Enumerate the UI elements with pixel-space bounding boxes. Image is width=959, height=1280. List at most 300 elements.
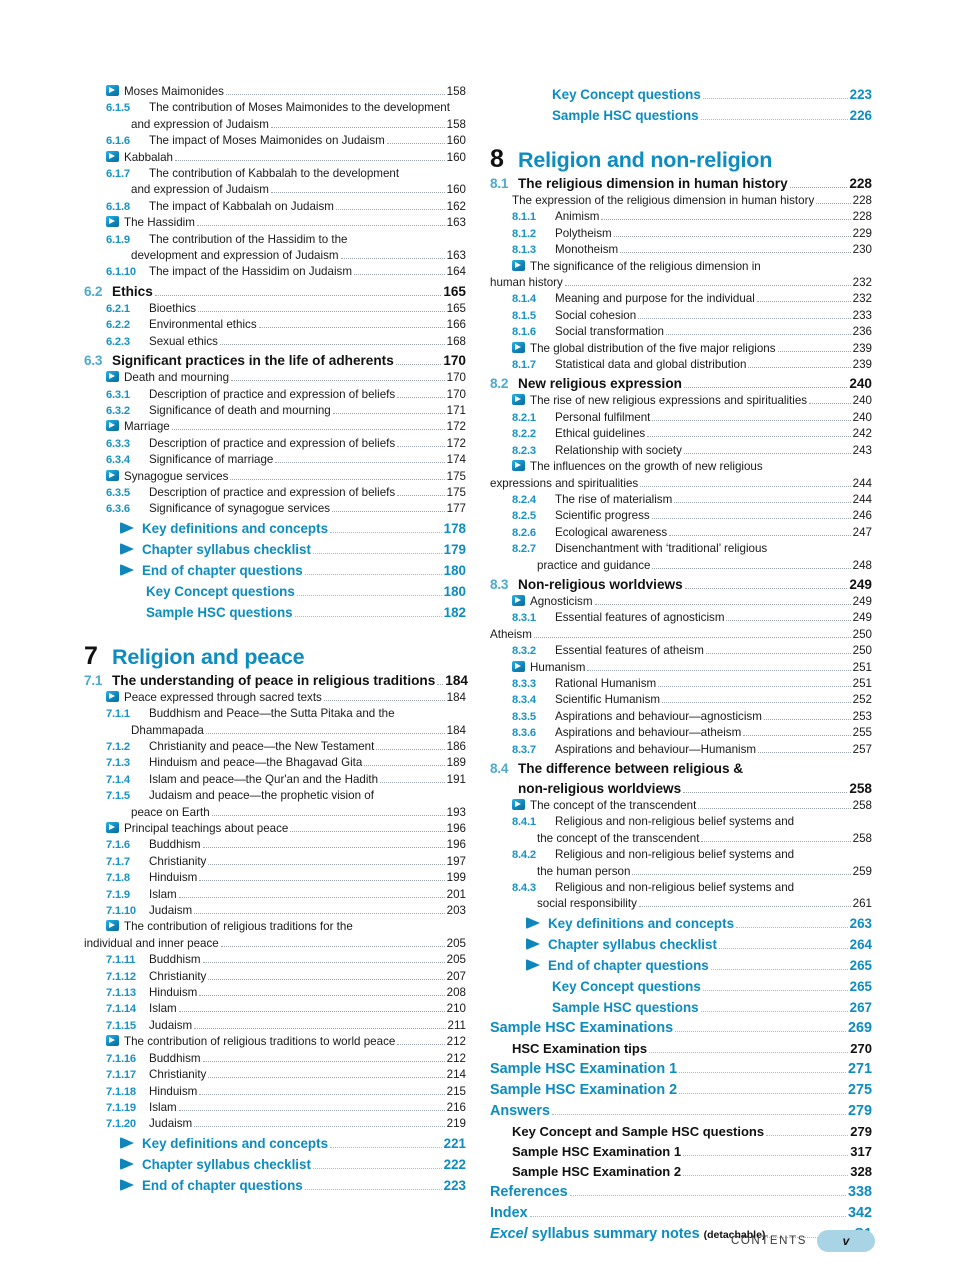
section-entry[interactable] (490, 374, 872, 393)
dot-leader (748, 367, 850, 368)
numbered-entry[interactable] (490, 725, 872, 741)
backmatter-entry[interactable] (490, 1182, 872, 1203)
entry-title: Key definitions and concepts (142, 1135, 329, 1151)
dot-leader (230, 479, 444, 480)
backmatter-sub-entry[interactable] (490, 1122, 872, 1142)
dot-leader (601, 219, 850, 220)
dot-leader (330, 532, 442, 533)
dot-leader (155, 295, 442, 296)
bulleted-entry[interactable] (84, 419, 466, 435)
page-number: 184 (446, 723, 466, 737)
question-entry[interactable] (84, 602, 466, 623)
bulleted-entry[interactable] (84, 1034, 466, 1050)
chapter-title: Religion and peace (112, 644, 305, 669)
bulleted-entry[interactable] (490, 459, 872, 475)
page-number: 182 (443, 604, 466, 620)
bulleted-entry[interactable] (84, 370, 466, 386)
dot-leader (652, 518, 851, 519)
page-number: 163 (446, 249, 466, 263)
dot-leader (595, 604, 851, 605)
subsection-number: 7.1.13 (106, 987, 136, 1000)
numbered-entry[interactable] (84, 1116, 466, 1132)
numbered-entry[interactable] (84, 1067, 466, 1083)
solid-arrow-bullet-icon (120, 1137, 135, 1149)
numbered-entry[interactable] (84, 264, 466, 280)
page-number: 223 (443, 1177, 466, 1193)
backmatter-sub-entry[interactable] (490, 1142, 872, 1162)
page-number: 193 (446, 805, 466, 819)
bulleted-entry[interactable] (490, 594, 872, 610)
arrow-bullet-icon (512, 661, 525, 672)
dot-leader (295, 616, 442, 617)
numbered-entry[interactable] (84, 1018, 466, 1034)
dot-leader (305, 1189, 442, 1190)
page-number: 184 (446, 690, 466, 704)
dot-leader (397, 495, 444, 496)
feature-entry[interactable] (84, 539, 466, 560)
numbered-entry[interactable] (84, 788, 466, 804)
page-number: 251 (852, 676, 872, 690)
entry-title-continued: and expression of Judaism (131, 183, 269, 197)
dot-leader (698, 808, 850, 809)
page-number: 180 (443, 583, 466, 599)
page-number: 258 (849, 781, 872, 796)
numbered-entry[interactable] (84, 985, 466, 1001)
page-number: 249 (852, 594, 872, 608)
arrow-bullet-icon (106, 216, 119, 227)
entry-title: Sample HSC Examinations (490, 1019, 674, 1036)
numbered-entry[interactable] (490, 541, 872, 557)
subsection-number: 6.3.6 (106, 503, 130, 516)
page-number: 214 (446, 1068, 466, 1082)
backmatter-entry[interactable] (490, 1018, 872, 1039)
bulleted-entry[interactable] (84, 84, 466, 100)
dot-leader (652, 568, 850, 569)
entry-continuation[interactable] (84, 182, 466, 198)
subsection-number: 7.1.9 (106, 888, 130, 901)
page-number: 261 (852, 897, 872, 911)
section-entry[interactable] (84, 351, 466, 370)
page-number: 160 (446, 150, 466, 164)
subsection-number: 6.3.5 (106, 486, 130, 499)
numbered-entry[interactable] (490, 814, 872, 830)
entry-title: Ecological awareness (555, 525, 668, 539)
numbered-entry[interactable] (490, 443, 872, 459)
bulleted-entry[interactable] (490, 393, 872, 409)
numbered-entry[interactable] (84, 232, 466, 248)
entry-title: End of chapter questions (548, 957, 709, 973)
numbered-entry[interactable] (84, 301, 466, 317)
dot-leader (208, 1077, 444, 1078)
feature-entry[interactable] (490, 955, 872, 976)
bulleted-entry[interactable] (84, 215, 466, 231)
section-number: 8.3 (490, 576, 509, 592)
entry-title: The contribution of Moses Maimonides to the development (149, 101, 450, 115)
dot-leader (534, 637, 851, 638)
section-entry-continuation[interactable] (490, 779, 872, 798)
backmatter-entry[interactable] (490, 1059, 872, 1080)
entry-title: Ethical guidelines (555, 427, 646, 441)
feature-entry[interactable] (490, 934, 872, 955)
backmatter-sub-entry[interactable] (490, 1162, 872, 1182)
dot-leader (397, 446, 444, 447)
page-number: 248 (852, 558, 872, 572)
bulleted-entry[interactable] (84, 150, 466, 166)
solid-arrow-bullet-icon (120, 564, 135, 576)
subsection-number: 8.2.4 (512, 493, 536, 506)
entry-title: Kabbalah (124, 150, 173, 164)
page-number: 244 (852, 492, 872, 506)
page-number: 196 (446, 822, 466, 835)
toc-left-column (84, 84, 466, 1196)
footer-page-number: v (817, 1230, 875, 1252)
subsection-number: 8.3.1 (512, 612, 536, 625)
entry-title: Islam (149, 887, 177, 901)
feature-entry[interactable] (84, 1154, 466, 1175)
numbered-entry[interactable] (490, 357, 872, 373)
page-number: 196 (446, 838, 466, 852)
entry-title: Atheism (490, 627, 532, 641)
entry-continuation[interactable] (490, 275, 872, 291)
subsection-number: 8.2.6 (512, 526, 536, 539)
entry-continuation[interactable] (84, 936, 466, 952)
dot-leader (194, 1126, 444, 1127)
section-entry[interactable] (84, 282, 466, 301)
numbered-entry[interactable] (490, 742, 872, 758)
numbered-entry[interactable] (84, 903, 466, 919)
dot-leader (683, 792, 847, 793)
page-number: 166 (446, 318, 466, 332)
dot-leader (530, 1216, 846, 1217)
entry-title-continued: the human person (537, 864, 631, 878)
entry-continuation[interactable] (84, 248, 466, 264)
entry-continuation[interactable] (490, 831, 872, 847)
page-number: 259 (852, 864, 872, 878)
question-entry[interactable] (490, 976, 872, 997)
dot-leader (332, 511, 445, 512)
backmatter-entry[interactable] (490, 1203, 872, 1224)
section-entry[interactable] (84, 671, 466, 690)
page-number: 175 (446, 469, 466, 483)
numbered-entry[interactable] (84, 166, 466, 182)
entry-title: Buddhism (149, 1051, 201, 1065)
page-number: 201 (446, 887, 466, 901)
section-entry[interactable] (490, 759, 872, 778)
entry-title: Description of practice and expression of beliefs (149, 485, 396, 499)
entry-title: Sexual ethics (149, 334, 218, 348)
plain-entry[interactable] (490, 193, 872, 209)
feature-entry[interactable] (490, 913, 872, 934)
arrow-bullet-icon (106, 691, 119, 702)
entry-title: Hinduism and peace—the Bhagavad Gita (149, 756, 363, 770)
entry-continuation[interactable] (490, 864, 872, 880)
section-number: 6.3 (84, 353, 103, 369)
entry-title: The concept of the transcendent (530, 799, 697, 812)
dot-leader (711, 969, 848, 970)
subsection-number: 6.2.1 (106, 302, 130, 315)
numbered-entry[interactable] (490, 242, 872, 258)
numbered-entry[interactable] (84, 739, 466, 755)
dot-leader (701, 1011, 848, 1012)
numbered-entry[interactable] (84, 755, 466, 771)
chapter-number: 8 (490, 145, 504, 173)
entry-continuation[interactable] (84, 805, 466, 821)
entry-title: Social cohesion (555, 308, 637, 322)
numbered-entry[interactable] (490, 410, 872, 426)
page-number: 168 (446, 334, 466, 348)
numbered-entry[interactable] (490, 643, 872, 659)
entry-title: The contribution of religious traditions to world peace (124, 1035, 396, 1049)
subsection-number: 8.3.5 (512, 710, 536, 723)
dot-leader (620, 252, 851, 253)
numbered-entry[interactable] (490, 709, 872, 725)
numbered-entry[interactable] (490, 291, 872, 307)
numbered-entry[interactable] (490, 492, 872, 508)
page-number: 162 (446, 199, 466, 213)
numbered-entry[interactable] (84, 317, 466, 333)
entry-title: Hinduism (149, 986, 198, 1000)
entry-title: Key Concept questions (146, 583, 295, 599)
entry-title: Significance of synagogue services (149, 502, 331, 516)
footer-label: CONTENTS (730, 1235, 807, 1247)
entry-title: The rise of new religious expressions and spiritualities (530, 394, 808, 408)
feature-entry[interactable] (84, 560, 466, 581)
entry-title-continued: peace on Earth (131, 805, 210, 819)
subsection-number: 6.1.9 (106, 233, 130, 246)
numbered-entry[interactable] (84, 199, 466, 215)
dot-leader (674, 502, 850, 503)
backmatter-entry[interactable] (490, 1101, 872, 1122)
dot-leader (666, 334, 851, 335)
page-number: 233 (852, 308, 872, 322)
page-number: 221 (443, 1135, 466, 1151)
page-number: 279 (850, 1123, 872, 1139)
numbered-entry[interactable] (84, 837, 466, 853)
dot-leader (387, 143, 445, 144)
toc-right-column (490, 84, 872, 1246)
entry-title-continued: social responsibility (537, 897, 637, 911)
numbered-entry[interactable] (490, 426, 872, 442)
entry-title: The contribution of the Hassidim to the (149, 232, 348, 246)
numbered-entry[interactable] (84, 854, 466, 870)
page-number: 178 (443, 520, 466, 536)
numbered-entry[interactable] (84, 870, 466, 886)
bulleted-entry[interactable] (84, 821, 466, 837)
page-number: 165 (446, 301, 466, 315)
subsection-number: 7.1.17 (106, 1069, 136, 1082)
question-entry[interactable] (84, 581, 466, 602)
numbered-entry[interactable] (84, 952, 466, 968)
feature-entry[interactable] (84, 518, 466, 539)
subsection-number: 6.1.7 (106, 168, 130, 181)
numbered-entry[interactable] (490, 610, 872, 626)
numbered-entry[interactable] (490, 692, 872, 708)
subsection-number: 7.1.3 (106, 757, 130, 770)
arrow-bullet-icon (512, 460, 525, 471)
chapter-number: 7 (84, 641, 98, 670)
numbered-entry[interactable] (84, 706, 466, 722)
entry-title: The expression of the religious dimension in human history (512, 194, 815, 207)
dot-leader (297, 595, 442, 596)
numbered-entry[interactable] (84, 334, 466, 350)
entry-title: Synagogue services (124, 469, 229, 483)
dot-leader (790, 187, 848, 188)
arrow-bullet-icon (106, 1035, 119, 1046)
numbered-entry[interactable] (490, 209, 872, 225)
entry-title: Religious and non-religious belief systems and (555, 848, 795, 862)
numbered-entry[interactable] (490, 324, 872, 340)
dot-leader (271, 192, 445, 193)
numbered-entry[interactable] (84, 133, 466, 149)
section-number: 6.2 (84, 283, 103, 299)
entry-title: Judaism (149, 904, 193, 918)
bulleted-entry[interactable] (490, 660, 872, 676)
subsection-number: 8.3.7 (512, 743, 536, 756)
dot-leader (640, 486, 850, 487)
backmatter-sub-entry[interactable] (490, 1039, 872, 1059)
entry-title: Description of practice and expression of beliefs (149, 436, 396, 450)
dot-leader (208, 979, 444, 980)
page-number: 239 (852, 341, 872, 355)
arrow-bullet-icon (106, 822, 119, 833)
numbered-entry[interactable] (84, 772, 466, 788)
entry-title: The Hassidim (124, 216, 195, 230)
entry-title: Islam (149, 1002, 177, 1016)
numbered-entry[interactable] (490, 525, 872, 541)
page-number: 251 (852, 660, 872, 674)
dot-leader (701, 119, 848, 120)
subsection-number: 6.3.3 (106, 437, 130, 450)
entry-continuation[interactable] (84, 723, 466, 739)
subsection-number: 6.1.8 (106, 200, 130, 213)
page-number: 165 (443, 283, 466, 299)
numbered-entry[interactable] (84, 485, 466, 501)
entry-title: Relationship with society (555, 443, 682, 457)
bulleted-entry[interactable] (84, 469, 466, 485)
dot-leader (220, 344, 445, 345)
dot-leader (743, 735, 850, 736)
arrow-bullet-icon (106, 371, 119, 382)
numbered-entry[interactable] (490, 226, 872, 242)
subsection-number: 7.1.18 (106, 1085, 136, 1098)
page-number: 228 (849, 176, 872, 191)
dot-leader (719, 948, 848, 949)
entry-title: Christianity (149, 1068, 207, 1082)
dot-leader (231, 380, 445, 381)
page-number: 186 (446, 739, 466, 753)
bulleted-entry[interactable] (490, 341, 872, 357)
bulleted-entry[interactable] (490, 259, 872, 275)
numbered-entry[interactable] (84, 501, 466, 517)
toc-columns (0, 84, 959, 1246)
bulleted-entry[interactable] (84, 690, 466, 706)
dot-leader (703, 98, 848, 99)
entry-title: End of chapter questions (142, 562, 303, 578)
entry-title: Religious and non-religious belief systems and (555, 815, 795, 829)
dot-leader (758, 752, 851, 753)
numbered-entry[interactable] (84, 1084, 466, 1100)
numbered-entry[interactable] (84, 1100, 466, 1116)
entry-continuation[interactable] (490, 476, 872, 492)
numbered-entry[interactable] (84, 100, 466, 116)
numbered-entry[interactable] (84, 1051, 466, 1067)
section-title: New religious expression (518, 376, 682, 392)
question-entry[interactable] (490, 84, 872, 105)
page-number: 342 (847, 1204, 872, 1221)
numbered-entry[interactable] (84, 452, 466, 468)
page-number: 189 (446, 756, 466, 770)
subsection-number: 6.3.2 (106, 404, 130, 417)
numbered-entry[interactable] (84, 387, 466, 403)
bulleted-entry[interactable] (490, 798, 872, 814)
numbered-entry[interactable] (84, 436, 466, 452)
entry-title: Aspirations and behaviour—atheism (555, 726, 742, 740)
feature-entry[interactable] (84, 1133, 466, 1154)
numbered-entry[interactable] (84, 1001, 466, 1017)
entry-title: The significance of the religious dimension in (530, 259, 761, 273)
section-title: Non-religious worldviews (518, 576, 683, 592)
arrow-bullet-icon (106, 420, 119, 431)
backmatter-entry[interactable] (490, 1080, 872, 1101)
entry-continuation[interactable] (490, 558, 872, 574)
numbered-entry[interactable] (490, 308, 872, 324)
entry-title: References (490, 1183, 568, 1200)
entry-title: Statistical data and global distribution (555, 358, 747, 372)
subsection-number: 8.1.2 (512, 227, 536, 240)
question-entry[interactable] (490, 997, 872, 1018)
subsection-number: 7.1.15 (106, 1019, 136, 1032)
entry-title: Index (490, 1204, 528, 1221)
numbered-entry[interactable] (84, 969, 466, 985)
page-number: 239 (852, 358, 872, 372)
feature-entry[interactable] (84, 1175, 466, 1196)
dot-leader (679, 1072, 846, 1073)
entry-title: Chapter syllabus checklist (142, 1156, 311, 1172)
page-number: 205 (446, 953, 466, 967)
numbered-entry[interactable] (84, 403, 466, 419)
numbered-entry[interactable] (490, 880, 872, 896)
numbered-entry[interactable] (84, 887, 466, 903)
numbered-entry[interactable] (490, 847, 872, 863)
page-number: 222 (443, 1156, 466, 1172)
bulleted-entry[interactable] (84, 919, 466, 935)
entry-title (490, 1224, 765, 1246)
page-number: 215 (446, 1084, 466, 1098)
entry-title-continued: the concept of the transcendent (537, 831, 700, 845)
arrow-bullet-icon (512, 595, 525, 606)
section-entry[interactable] (490, 174, 872, 193)
page-number: 317 (850, 1143, 872, 1159)
section-title: Significant practices in the life of adherents (112, 353, 394, 369)
numbered-entry[interactable] (490, 508, 872, 524)
plain-entry[interactable] (490, 627, 872, 643)
entry-continuation[interactable] (84, 117, 466, 133)
dot-leader (658, 686, 850, 687)
numbered-entry[interactable] (490, 676, 872, 692)
page-number: 232 (852, 292, 872, 306)
entry-continuation[interactable] (490, 896, 872, 912)
question-entry[interactable] (490, 105, 872, 126)
section-entry[interactable] (490, 575, 872, 594)
entry-title: Sample HSC Examination 1 (512, 1143, 682, 1159)
page-number: 244 (852, 476, 872, 490)
subsection-number: 8.4.2 (512, 849, 536, 862)
entry-title: Sample HSC Examination 2 (490, 1081, 678, 1098)
entry-title: Christianity (149, 854, 207, 868)
page-number: 338 (847, 1183, 872, 1200)
page-number: 211 (447, 1018, 466, 1032)
entry-title-continued: expressions and spiritualities (490, 476, 639, 490)
